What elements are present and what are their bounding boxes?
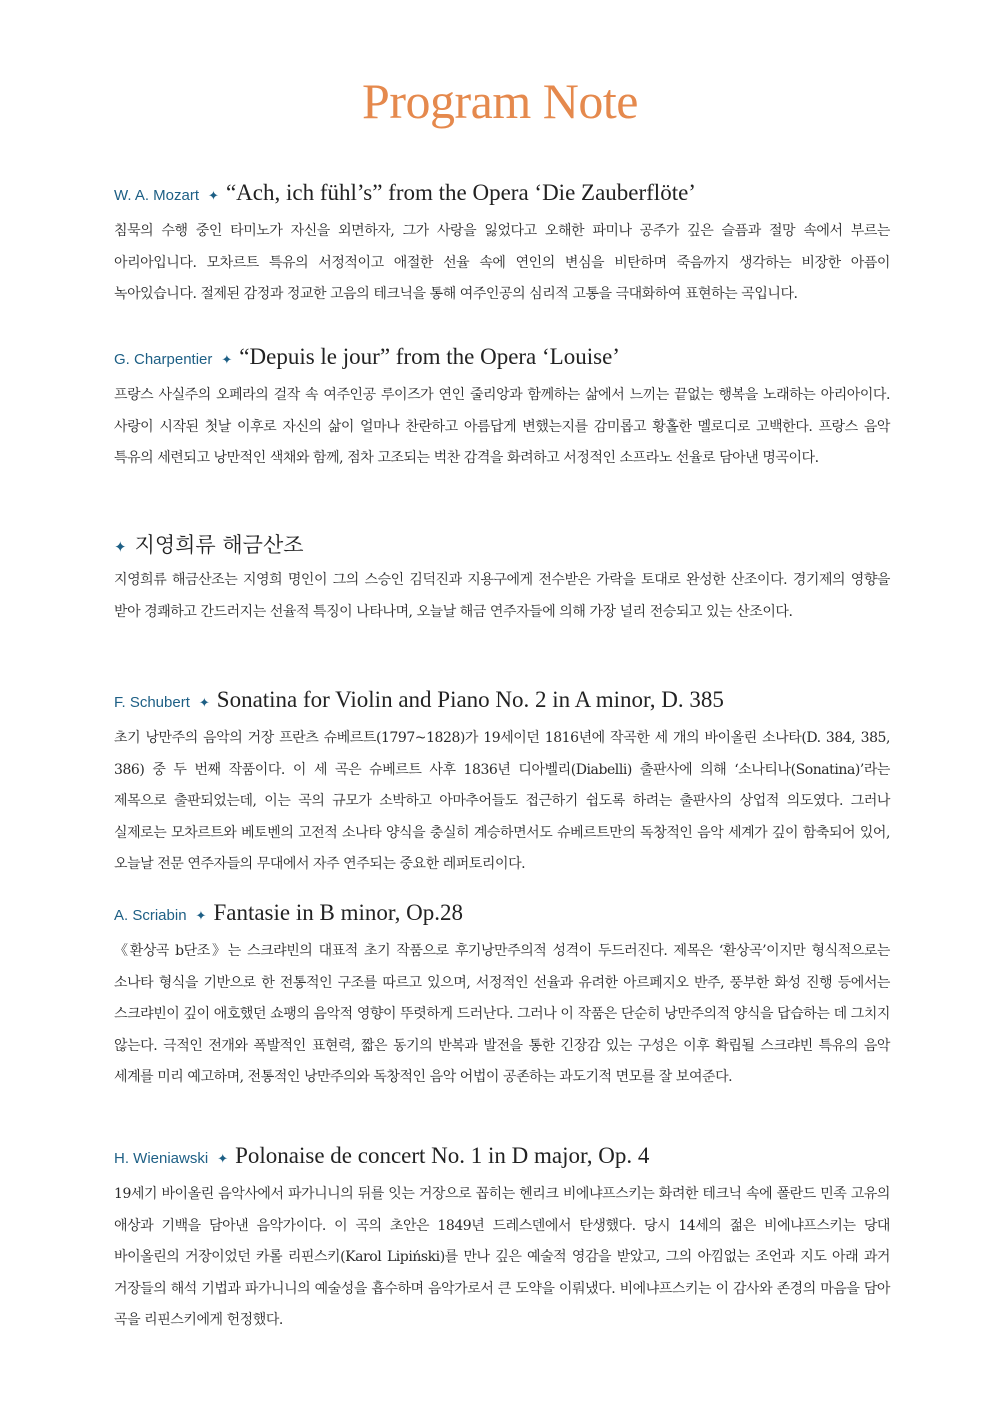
piece-scriabin bbox=[114, 900, 890, 1094]
composer-name: G. Charpentier bbox=[114, 351, 213, 368]
piece-heading bbox=[114, 344, 890, 380]
piece-heading bbox=[114, 180, 890, 216]
piece-mozart bbox=[114, 180, 890, 311]
piece-description: 지영희류 해금산조는 지영희 명인이 그의 스승인 김덕진과 지용구에게 전수받은 가락을 토대로 완성한 산조이다. 경기제의 영향을 받아 경쾌하고 간드러지는 선율적 특징이 나타나며, 오늘날 해금 연주자들에 의해 가장 널리 전승되고 있는 산조이다. bbox=[114, 572, 890, 620]
work-title: “Depuis le jour” from the Opera ‘Louise’ bbox=[239, 344, 620, 369]
piece-wieniawski bbox=[114, 1143, 890, 1337]
composer-name: A. Scriabin bbox=[114, 907, 187, 924]
star-icon: ✦ bbox=[221, 353, 233, 368]
piece-description: 침묵의 수행 중인 타미노가 자신을 외면하자, 그가 사랑을 잃었다고 오해한 파미나 공주가 깊은 슬픔과 절망 속에서 부르는 아리아입니다. 모차르트 특유의 서정적이고 애절한 선율 속에 연인의 변심을 비탄하며 죽음까지 생각하는 비장한 아픔이 녹아있습니다. 절제된 감정과 정교한 고음의 테크닉을 통해 여주인공의 심리적 고통을 극대화하여 표현하는 곡입니다. bbox=[114, 223, 890, 302]
piece-description: 19세기 바이올린 음악사에서 파가니니의 뒤를 잇는 거장으로 꼽히는 헨리크 비에냐프스키는 화려한 테크닉 속에 폴란드 민족 고유의 애상과 기백을 담아낸 음악가이다. 이 곡의 초안은 1849년 드레스덴에서 탄생했다. 당시 14세의 젊은 비에냐프스키는 당대 바이올린의 거장이었던 카롤 리핀스키(Karol Lipiński)를 만나 깊은 예술적 영감을 받았고, 그의 아낌없는 조언과 지도 아래 과거 거장들의 해석 기법과 파가니니의 예술성을 흡수하며 음악가로서 큰 도약을 이뤄냈다. 비에냐프스키는 이 감사와 존경의 마음을 담아 곡을 리핀스키에게 헌정했다. bbox=[114, 1186, 890, 1328]
composer-name: H. Wieniawski bbox=[114, 1150, 209, 1167]
piece-heading bbox=[114, 1143, 890, 1179]
piece-description: 《환상곡 b단조》는 스크랴빈의 대표적 초기 작품으로 후기낭만주의적 성격이 두드러진다. 제목은 ‘환상곡’이지만 형식적으로는 소나타 형식을 기반으로 한 전통적인 구조를 따르고 있으며, 서정적인 선율과 유려한 아르페지오 반주, 풍부한 화성 진행 등에서는 스크랴빈이 깊이 애호했던 쇼팽의 음악적 영향이 뚜렷하게 드러난다. 그러나 이 작품은 단순히 낭만주의적 양식을 답습하는 데 그치지 않는다. 극적인 전개와 폭발적인 표현력, 짧은 동기의 반복과 발전을 통한 긴장감 있는 구성은 이후 확립될 스크랴빈 특유의 음악 세계를 미리 예고하며, 전통적인 낭만주의와 독창적인 음악 어법이 공존하는 과도기적 면모를 잘 보여준다. bbox=[114, 943, 890, 1085]
star-icon: ✦ bbox=[114, 538, 127, 556]
page-title: Program Note bbox=[362, 73, 638, 129]
work-title: Fantasie in B minor, Op.28 bbox=[213, 900, 463, 925]
piece-haegeum-sanjo bbox=[114, 529, 890, 628]
composer-name: F. Schubert bbox=[114, 694, 190, 711]
star-icon: ✦ bbox=[217, 1152, 229, 1167]
work-title: “Ach, ich fühl’s” from the Opera ‘Die Zauberflöte’ bbox=[225, 180, 696, 205]
piece-description: 프랑스 사실주의 오페라의 걸작 속 여주인공 루이즈가 연인 줄리앙과 함께하는 삶에서 느끼는 끝없는 행복을 노래하는 아리아이다. 사랑이 시작된 첫날 이후로 자신의 삶이 얼마나 찬란하고 아름답게 변했는지를 감미롭고 황홀한 멜로디로 고백한다. 프랑스 음악 특유의 세련되고 낭만적인 색채와 함께, 점차 고조되는 벅찬 감격을 화려하고 서정적인 소프라노 선율로 담아낸 명곡이다. bbox=[114, 387, 890, 466]
composer-name: W. A. Mozart bbox=[114, 187, 200, 204]
work-title: Polonaise de concert No. 1 in D major, Op. 4 bbox=[235, 1143, 650, 1168]
star-icon: ✦ bbox=[195, 909, 207, 924]
work-title: Sonatina for Violin and Piano No. 2 in A minor, D. 385 bbox=[216, 687, 724, 712]
piece-heading bbox=[114, 900, 890, 936]
work-title: 지영희류 해금산조 bbox=[134, 533, 304, 557]
piece-charpentier bbox=[114, 344, 890, 475]
piece-heading bbox=[114, 529, 890, 565]
piece-heading bbox=[114, 687, 890, 723]
star-icon: ✦ bbox=[198, 696, 210, 711]
piece-description: 초기 낭만주의 음악의 거장 프란츠 슈베르트(1797~1828)가 19세이던 1816년에 작곡한 세 개의 바이올린 소나타(D. 384, 385, 386) 중 두 번째 작품이다. 이 세 곡은 슈베르트 사후 1836년 디아벨리(Diabelli) 출판사에 의해 ‘소나티나(Sonatina)’라는 제목으로 출판되었는데, 이는 곡의 규모가 소박하고 아마추어들도 접근하기 쉽도록 하려는 출판사의 상업적 의도였다. 그러나 실제로는 모차르트와 베토벤의 고전적 소나타 양식을 충실히 계승하면서도 슈베르트만의 독창적인 음악 세계가 깊이 함축되어 있어, 오늘날 전문 연주자들의 무대에서 자주 연주되는 중요한 레퍼토리이다. bbox=[114, 730, 890, 872]
piece-schubert bbox=[114, 687, 890, 881]
star-icon: ✦ bbox=[208, 189, 219, 204]
